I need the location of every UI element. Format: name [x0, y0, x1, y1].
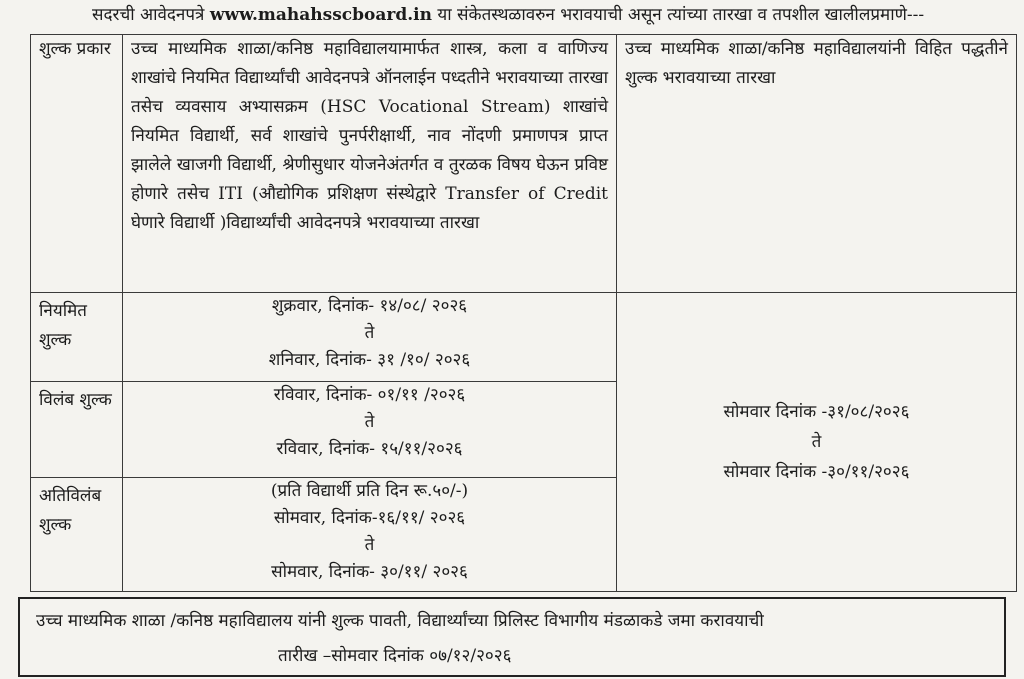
submission-date: तारीख –सोमवार दिनांक ०७/१२/२०२६ — [278, 646, 512, 666]
intro-line — [92, 2, 1022, 28]
date-from: सोमवार, दिनांक-१६/११/ २०२६ — [273, 508, 466, 528]
fee-type-super-late: अतिविलंब शुल्क — [31, 478, 123, 592]
regular-fee-dates — [123, 293, 617, 382]
date-until: शनिवार, दिनांक- ३१ /१०/ २०२६ — [268, 350, 471, 370]
super-late-fee-dates — [123, 478, 617, 592]
date-from: रविवार, दिनांक- ०१/११ /२०२६ — [273, 385, 466, 405]
header-payment-dates: उच्च माध्यमिक शाळा/कनिष्ठ महाविद्यालयांनी विहित पद्धतीने शुल्क भरावयाच्या तारखा — [617, 35, 1017, 293]
fee-type-late: विलंब शुल्क — [31, 382, 123, 478]
per-day-fee-note: (प्रति विद्यार्थी प्रति दिन रू.५०/-) — [270, 481, 469, 501]
fee-type-regular: नियमित शुल्क — [31, 293, 123, 382]
payment-date-from: सोमवार दिनांक -३१/०८/२०२६ — [723, 402, 910, 422]
date-to-word: ते — [364, 535, 375, 555]
table-header-row — [31, 35, 1017, 293]
intro-suffix: या संकेतस्थळावरुन भरावयाची असून त्यांच्या तारखा व तपशील खालीलप्रमाणे--- — [431, 5, 925, 25]
date-to-word: ते — [364, 412, 375, 432]
date-from: शुक्रवार, दिनांक- १४/०८/ २०२६ — [271, 296, 468, 316]
date-to-word: ते — [364, 323, 375, 343]
submission-note: उच्च माध्यमिक शाळा /कनिष्ठ महाविद्यालय यांनी शुल्क पावती, विद्यार्थ्यांच्या प्रिलिस्ट विभागीय मंडळाकडे जमा करावयाची — [36, 611, 764, 631]
intro-prefix: सदरची आवेदनपत्रे — [92, 5, 210, 25]
date-until: रविवार, दिनांक- १५/११/२०२६ — [276, 439, 463, 459]
payment-date-until: सोमवार दिनांक -३०/११/२०२६ — [723, 462, 910, 482]
fee-schedule-table — [30, 34, 1017, 592]
submission-deadline-box — [18, 597, 1006, 677]
header-application-dates: उच्च माध्यमिक शाळा/कनिष्ठ महाविद्यालयामार्फत शास्त्र, कला व वाणिज्य शाखांचे नियमित विद्यार्थ्यांची आवेदनपत्रे ऑनलाईन पध्दतीने भरावयाच्या तारखा तसेच व्यवसाय अभ्यासक्रम (HSC Vocational Stream) शाखांचे नियमित विद्यार्थी, सर्व शाखांचे पुनर्परीक्षार्थी, नाव नोंदणी प्रमाणपत्र प्राप्त झालेले खाजगी विद्यार्थी, श्रेणीसुधार योजनेअंतर्गत व तुरळक विषय घेऊन प्रविष्ट होणारे तसेच ITI (औद्योगिक प्रशिक्षण संस्थेद्वारे Transfer of Credit घेणारे विद्यार्थी )विद्यार्थ्यांची आवेदनपत्रे भरावयाच्या तारखा — [123, 35, 617, 293]
payment-date-to-word: ते — [811, 432, 822, 452]
payment-dates-cell — [617, 293, 1017, 592]
website-link[interactable]: www.mahahsscboard.in — [209, 5, 432, 25]
date-until: सोमवार, दिनांक- ३०/११/ २०२६ — [271, 562, 468, 582]
table-row — [31, 293, 1017, 382]
header-fee-type: शुल्क प्रकार — [31, 35, 123, 293]
late-fee-dates — [123, 382, 617, 478]
